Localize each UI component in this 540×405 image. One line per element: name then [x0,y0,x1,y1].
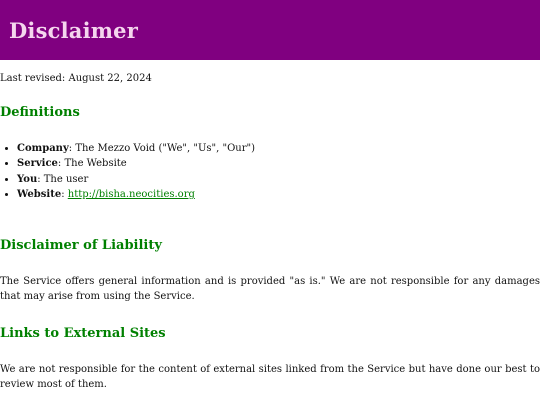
definition-term: Service [17,158,58,170]
external-links-heading: Links to External Sites [0,325,166,341]
definition-text: : The Mezzo Void ("We", "Us", "Our") [68,142,255,154]
definition-text: : The Website [57,158,127,170]
website-link[interactable]: http://bisha.neocities.org [67,189,195,201]
main-content [0,71,540,393]
page-header [0,0,540,60]
liability-heading: Disclaimer of Liability [0,237,162,253]
definition-item-you [17,172,540,188]
definition-text: : [61,189,68,201]
definition-term: Company [17,142,69,154]
definition-text: : The user [37,173,89,185]
definitions-heading: Definitions [0,104,80,120]
definition-term: Website [17,189,62,201]
definition-term: You [17,173,38,185]
external-links-paragraph: We are not responsible for the content of external sites linked from the Service but have done our best to review most of them. [0,363,540,391]
definition-item-website [17,187,540,203]
definition-item-service [17,156,540,172]
definitions-list [0,141,540,203]
page-title: Disclaimer [9,17,139,43]
definition-item-company [17,141,540,157]
liability-paragraph: The Service offers general information and is provided "as is." We are not responsible for any damages that may arise from using the Service. [0,275,540,303]
last-revised-text: Last revised: August 22, 2024 [0,73,152,84]
